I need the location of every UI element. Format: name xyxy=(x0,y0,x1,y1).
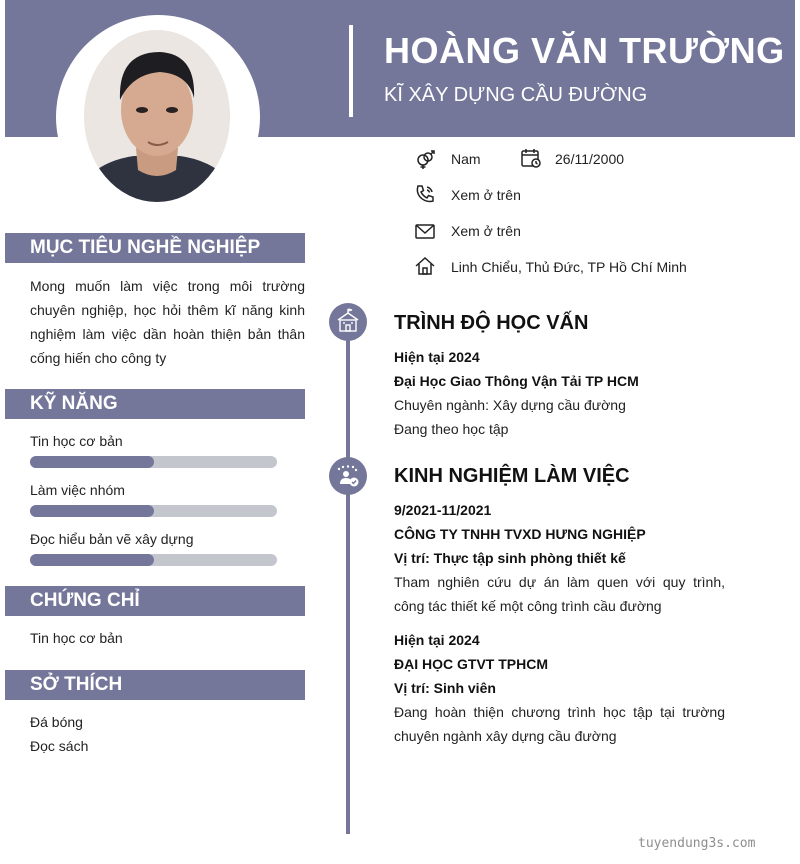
title-divider xyxy=(349,25,353,117)
job-description: Đang hoàn thiện chương trình học tập tại trường chuyên ngành xây dựng cầu đường xyxy=(394,704,725,744)
job-position: Vị trí: Thực tập sinh phòng thiết kế xyxy=(394,550,626,566)
gender-icon xyxy=(414,148,436,170)
avatar xyxy=(84,30,230,202)
education-period: Hiện tại 2024 xyxy=(394,349,480,365)
skill-label: Làm việc nhóm xyxy=(30,482,125,498)
phone-icon xyxy=(414,183,436,205)
objective-text: Mong muốn làm việc trong môi trường chuyên nghiệp, học hỏi thêm kĩ năng kinh nghiệm làm việc dần hoàn thiện bản thân cống hiến cho công ty xyxy=(30,278,305,366)
skill-label: Tin học cơ bản xyxy=(30,433,123,449)
objective-title: MỤC TIÊU NGHỀ NGHIỆP xyxy=(30,237,261,258)
school-icon xyxy=(329,303,367,341)
job-company: CÔNG TY TNHH TVXD HƯNG NGHIỆP xyxy=(394,526,646,542)
job-description: Tham nghiên cứu dự án làm quen với quy trình, công tác thiết kế một công trình cầu đường xyxy=(394,574,725,614)
candidate-name: HOÀNG VĂN TRƯỜNG xyxy=(384,30,785,71)
experience-title: KINH NGHIỆM LÀM VIỆC xyxy=(394,465,630,487)
watermark: tuyendung3s.com xyxy=(638,836,756,851)
skills-title: KỸ NĂNG xyxy=(30,393,118,414)
email-icon xyxy=(414,220,436,242)
skill-bar-fill xyxy=(30,554,154,566)
team-icon xyxy=(329,457,367,495)
education-school: Đại Học Giao Thông Vận Tải TP HCM xyxy=(394,373,639,389)
skill-bar-fill xyxy=(30,456,154,468)
skills-header xyxy=(5,389,305,419)
birthday-value: 26/11/2000 xyxy=(555,151,625,167)
skill-bar xyxy=(30,505,277,517)
job-period: Hiện tại 2024 xyxy=(394,632,480,648)
home-icon xyxy=(414,255,436,277)
skill-bar xyxy=(30,456,277,468)
certificates-title: CHỨNG CHỈ xyxy=(30,590,140,611)
hobbies-title: SỞ THÍCH xyxy=(30,674,123,695)
experience-marker xyxy=(329,457,367,495)
education-major: Chuyên ngành: Xây dựng cầu đường xyxy=(394,397,626,413)
job-period: 9/2021-11/2021 xyxy=(394,502,492,518)
objective-header xyxy=(5,233,305,263)
hobby-item: Đọc sách xyxy=(30,738,89,754)
gender-value: Nam xyxy=(451,151,481,167)
education-status: Đang theo học tập xyxy=(394,421,509,437)
skill-label: Đọc hiểu bản vẽ xây dựng xyxy=(30,531,194,547)
email-value: Xem ở trên xyxy=(451,223,521,239)
job-company: ĐẠI HỌC GTVT TPHCM xyxy=(394,656,548,672)
certificate-item: Tin học cơ bản xyxy=(30,630,123,646)
address-value: Linh Chiểu, Thủ Đức, TP Hồ Chí Minh xyxy=(451,259,687,275)
certificates-header xyxy=(5,586,305,616)
calendar-icon xyxy=(520,147,542,169)
job-position: Vị trí: Sinh viên xyxy=(394,680,496,696)
education-marker xyxy=(329,303,367,341)
timeline-line xyxy=(346,322,350,834)
job-title: KĨ XÂY DỰNG CẦU ĐƯỜNG xyxy=(384,84,648,106)
skill-bar-fill xyxy=(30,505,154,517)
phone-value: Xem ở trên xyxy=(451,187,521,203)
education-title: TRÌNH ĐỘ HỌC VẤN xyxy=(394,312,589,334)
hobby-item: Đá bóng xyxy=(30,714,83,730)
hobbies-header xyxy=(5,670,305,700)
skill-bar xyxy=(30,554,277,566)
